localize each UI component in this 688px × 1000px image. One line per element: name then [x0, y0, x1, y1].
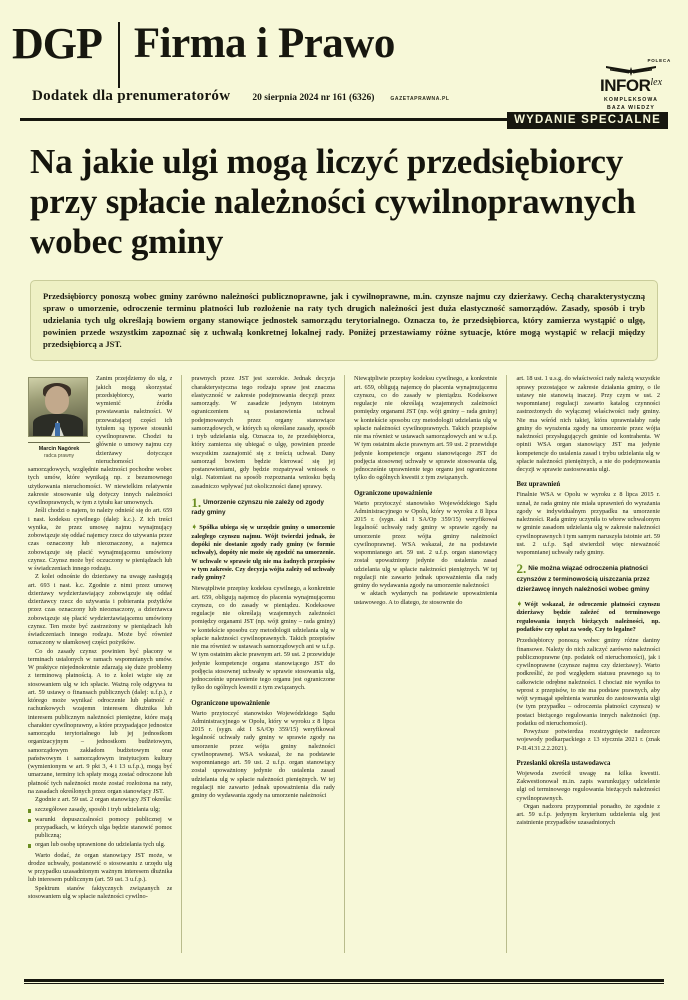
- paragraph: Finalnie WSA w Opolu w wyroku z 8 lipca 2015 r. uznał, że rada gminy nie miała uprawnień do wyrażania zgody w indywidualnym przypadku na umorzenie należności. Rada gminy uczyniła to wbrew uchwalonym w gminie zasadom udzielania ulg w zakresie należności cywilnoprawnych i tym samym naruszyła istotnie art. 59 ust. 2 u.f.p. Sąd stwierdził więc nieważność wspomnianej uchwały rady gminy.: [516, 491, 661, 557]
- section-title: Nie można wiązać odroczenia płatności czynszów z terminowością uiszczania przez dzierżawcę innych należności wobec gminy: [516, 565, 650, 593]
- masthead-rule: [20, 114, 668, 128]
- infor-wordmark: $INFOR^{lex}$: [599, 76, 663, 96]
- infor-bird-icon: [588, 64, 674, 77]
- column-1: [28, 375, 172, 953]
- paragraph: Jeśli chodzi o najem, to należy odnieść się do art. 659 i nast. kodeksu cywilnego (dalej: k.c.). Z ich treści wynika, że przez umowę najmu wynajmujący zobowiązuje się oddać najemcy rzecz do używania przez czas oznaczony lub nieoznaczony, a najemca zobowiązuje się płacić wynajmującemu umówiony czynsz. Czynsz może być oczuczony w pieniądzach lub w świadczeniach innego rodzaju.: [28, 507, 173, 573]
- masthead: [12, 0, 676, 116]
- paragraph: Warto przytoczyć stanowisko Wojewódzkiego Sądu Administracyjnego w Opolu, który w wyroku z 8 lipca 2015 r. (sygn. akt I SA/Op 359/15) weryfikował legalność uchwały rady gminy w sprawie zgody na umorzenie przez wójta gminy należności cywilnoprawnej. WSA wskazał, że na podstawie wspomnianego art. 59 ust. 2 u.f.p. organ stanowiący został upoważniony jedynie do ustalenia zasad udzielania ulg w spłacie należności pieniężnych. W tej regulacji nie zawarto jednak upoważnienia dla rady gminy do wydawania zgody na umorzenie należności: [191, 709, 335, 800]
- arrow-bullet-icon: ➧: [516, 600, 523, 609]
- infor-tagline-2: BAZA WIEDZY: [607, 105, 655, 112]
- question-block: [191, 523, 335, 582]
- avatar: [28, 377, 88, 437]
- footer-rule-thin: [24, 983, 664, 984]
- paragraph: Warto przytoczyć stanowisko Wojewódzkiego Sądu Administracyjnego w Opolu, który w wyroku z 8 lipca 2015 r. (sygn. akt I SA/Op 359/15) weryfikował legalność uchwały rady gminy w sprawie zgody na umorzenie przez wójta gminy należności cywilnoprawnej. WSA wskazał, że na podstawie wspomnianego art. 59 ust. 2 u.f.p. organ stanowiący został upoważniony jedynie do ustalenia zasad udzielania ulg w spłacie należności pieniężnych. W tej regulacji nie zawarto jednak upoważnienia dla rady gminy do wydawania zgody na umorzenie należności: [353, 499, 498, 590]
- arrow-bullet-icon: ➧: [191, 523, 198, 532]
- column-4: [506, 375, 660, 953]
- paragraph: art. 18 ust. 1 u.s.g. do właściwości rady należą wszystkie sprawy pozostające w zakresie działania gminy, o ile ustawy nie stanowią inaczej. Przy czym w ust. 2 wspomnianej regulacji zawarto katalog czynności zastrzeżonych do wyłącznej właściwości rady gminy. Nie ma wśród nich takiej, która uprawniałaby radę gminy do wyrażenia zgody na umorzenie przez wójta należności przysługujących gminie od kontrahenta. W opinii WSA organ stanowiący JST ma jedynie kompetencje do ustalenia zasad i trybu udzielania ulg w spłacie należności pieniężnych, a nie do podejmowania decyzji w sprawie zastosowania ulgi.: [516, 375, 661, 474]
- column-2: [181, 375, 335, 953]
- paragraph: Niewątpliwie przepisy kodeksu cywilnego, a konkretnie art. 659, obligują najemcę do płacenia wynajmującemu czynszu, co do zasady w pieniądzu. Kodeksowe regulacje nie określają wzajemnych zależności pomiędzy organami JST (np. wójt gminy – rada gminy) w kontekście sposobu czy metodologii udzielania ulg w spłacie należności cywilnoprawnych. Takich przepisów nie ma również w ustawach samorządowych ani w u.f.p. W tym ostatnim akcie prawnym art. 59 ust. 2 przewiduje jedynie kompetencje organu stanowiącego JST do podjęcia stosownej uchwały w sprawie stosowania ulg, jednocześnie uprawnienie tego organu jest ograniczone tylko do ogólnych kwestii z tym związanych.: [191, 585, 335, 692]
- paragraph: prawnych przez JST jest szerokie. Jednak decyzja charakterystyczna tego rodzaju spraw jest znaczna elastyczność w zakresie podejmowania decyzji przez samorządy. W zasadzie jedynym istotnym ograniczeniem są postanowienia uchwał podejmowanych przez organy stanowiące samorządowych, w których są określane zasady, sposób i tryb udzielania ulg. Oznacza to, że przedsiębiorca, który zamierza się ubiegać o ulgę, powinien przede wszystkim zaznajomić się z treścią uchwał. Dany samorząd bowiem będzie kierować się jej postanowieniami, gdy będzie rozpatrywał wniosek o ulgi. Natomiast na sposób rozpoznania wniosku będą zasadniczo wpływać już okoliczności danej sprawy.: [191, 375, 335, 490]
- subheading: Bez uprawnień: [516, 481, 561, 489]
- column-3: [344, 375, 498, 953]
- subheading: Ograniczone upoważnienie: [191, 699, 270, 707]
- infor-lex-suffix: lex: [650, 77, 663, 88]
- paragraph: Niewątpliwie przepisy kodeksu cywilnego, a konkretnie art. 659, obligują najemcę do płacenia wynajmującemu czynszu, co do zasady w pieniądzu. Kodeksowe regulacje nie określają wzajemnych zależności pomiędzy organami JST (np. wójt gminy – rada gminy) w kontekście sposobu czy metodologii udzielania ulg w spłacie należności cywilnoprawnych. Takich przepisów nie ma również w ustawach samorządowych ani w u.f.p. W tym ostatnim akcie prawnym art. 59 ust. 2 przewiduje jedynie kompetencje organu stanowiącego JST do podjęcia stosownej uchwały w sprawie stosowania ulg, jednocześnie uprawnienie tego organu jest ograniczone tylko do ogólnych kwestii z tym związanych.: [353, 375, 498, 482]
- paragraph: Zgodnie z art. 59 ust. 2 organ stanowiący JST określa:: [35, 796, 172, 804]
- footer-rule: [24, 979, 664, 984]
- paragraph: Warto dodać, że organ stanowiący JST może, w drodze uchwały, postanowić o stosowaniu z urzędu ulg w przypadku uzasadnionym ważnym interesem dłużnika lub interesem publicznym (art. 59 ust. 3 u.f.p.).: [28, 851, 173, 884]
- section-title: Umorzenie czynszu nie zależy od zgody rady gminy: [191, 498, 324, 517]
- issue-line: 20 sierpnia 2024 nr 161 (6326): [252, 93, 375, 103]
- bullet-list: [28, 806, 172, 849]
- supplement-label: Dodatek dla prenumeratorów: [32, 88, 231, 104]
- section-number: 2.: [516, 561, 527, 577]
- article-columns: [28, 375, 660, 953]
- logo-divider: [118, 22, 120, 88]
- author-role: radca prawny: [43, 453, 74, 460]
- paragraph: Co do zasady czynsz powinien być płacony w terminach ustalonych w ramach wspomnianych umów. W praktyce niejednokrotnie zdarzają się duże problemy z terminową płatnością. A to z kolei wiąże się ze stosowaniem ulg w ich spłacie. Ważną rolę odgrywa tu art. 59 ustawy o finansach publicznych (dalej: u.f.p.), z którego może wynikać odroczenie lub płatność z rachunkowych wzajemn interesem dłużnika lub interesem publicznym należności pieniężne, które mają charakter cywilnoprawny, a które przypadające jednostce samorządu terytorialnego lub jej jednostkom organizacyjnym – jednostkom budżetowym, samorządowym zakładom budżetowym oraz państwowym i samorządowym instytucjom kultury (wymienionym w art. 9 pkt 3, 4 i 13 u.f.p.), mogą być umarzane, terminy ich spłaty mogą zostać odroczone lub płatność tych należności może zostać rozłożona na raty, na zasadach określonych przez organ stanowiący JST.: [28, 647, 173, 795]
- logo-row: [12, 19, 676, 88]
- masthead-subline: [32, 88, 450, 105]
- question-text: Spółka ubiega się w urzędzie gminy o umorzenie zaległego czynszu najmu. Wójt twierdzi jednak, że dopóki nie dostanie zgody rady gminy (w formie uchwały), dopóty nie może się zgodzić na umorzenie. W uchwale w sprawie ulg nie ma żadnych przepisów w tym zakresie. Czy decyzja wójta zależy od uchwały rady gminy?: [191, 524, 335, 582]
- footer-rule-thick: [24, 979, 664, 982]
- section-heading-2: [516, 561, 660, 596]
- author-block: [28, 377, 90, 460]
- paragraph: Powyższe potwierdza rozstrzygnięcie nadzorcze wojewody podkarpackiego z 13 stycznia 2021 r. (znak P-II.4131.2.2.2021).: [516, 728, 661, 752]
- lead-paragraph: Przedsiębiorcy ponoszą wobec gminy zarówno należności publicznoprawne, jak i cywilnoprawne, m.in. czynsze najmu czy dzierżawy. Cechą charakterystyczną spraw o umorzenie, odroczenie terminu płatności lub rozłożenie na raty tych drugich należności jest duża elastyczność samorządów. Zasady, sposób i tryb udzielania tych ulg określają bowiem organy stanowiące jednostek samorządu terytorialnego. Oznacza to, że przedsiębiorca, który zamierza wystąpić o ulgę, powinien przede wszystkim zapoznać się z uchwałą konkretnej lokalnej rady. Poniżej przestawiamy różne sytuacje, które mogą wystąpić w relacji między przedsiębiorcą a JST.: [30, 280, 658, 361]
- paragraph: Zanim przejdziemy do ulg, z jakich mogą skorzystać przedsiębiorcy, warto wymienić źródła powstawania należności. W przeważającej części ich tytułem są typowe stosunki cywilnoprawne. Chodzi tu głównie o umowy najmu czy dzierżawy dotyczące nieruchomości samorządowych, względnie należności pochodne wobec tych umów, które wynikają np. z bezumownego użytkowania nieruchomości. W niewielkim relatywnie zakresie stosowanie ulg dotyczy innych należności cywilnoprawnych, w tym z tytułu kar umownych.: [28, 375, 173, 507]
- site-tag[interactable]: GAZETAPRAWNA.PL: [390, 96, 450, 102]
- dgp-logo[interactable]: DGP: [12, 19, 102, 68]
- list-item: organ lub osobę uprawnione do udzielania tych ulg.: [28, 841, 172, 849]
- paragraph: w aktach wydanych na podstawie upoważnienia ustawowego. A to dlatego, że stosownie do: [353, 590, 498, 606]
- infor-tagline-1: KOMPLEKSOWA: [604, 97, 658, 104]
- section-number: 1.: [191, 494, 202, 510]
- paragraph: Organ nadzoru przypomniał ponadto, że zgodnie z art. 59 u.f.p. jedynym kryterium udzielenia ulg jest zaistnienie przypadków uzasadnionych: [516, 802, 661, 827]
- paragraph: Spektrum stanów faktycznych związanych ze stosowaniem ulg w spłacie należności cywilno-: [28, 884, 173, 900]
- section-heading-1: [191, 494, 335, 519]
- poleca-label: POLECA: [647, 58, 671, 63]
- list-item: szczegółowe zasady, sposób i tryb udzielania ulg;: [28, 806, 172, 814]
- paragraph: Z kolei odnośnie do dzierżawy na uwagę zasługują art. 693 i nast. k.c. Zgodnie z nimi przez umowę dzierżawy wydzierżawiający zobowiązuje się oddać dzierżawcy rzecz do używania i pobierania pożytków przez czas oznaczony lub nieoznaczony, a dzierżawca zobowiązuje się płacić wydzierżawiającemu umówiony czynsz. Ten może być zastrzeżony w pieniądzach lub świadczeniach innego rodzaju. Może być również oznaczony w ułamkowej części pożytków.: [28, 573, 173, 647]
- infor-logo-block[interactable]: [588, 58, 674, 112]
- paragraph: Wojewoda zwrócił uwagę na kilka kwestii. Zakwestionował m.in. zapis warunkujący udzielenie ulgi od terminowego regulowania bieżących należności cywilnoprawnych.: [516, 769, 661, 802]
- list-item: warunki dopuszczalności pomocy publicznej w przypadkach, w których ulga będzie stanowić pomoc publiczną;: [28, 816, 172, 841]
- question-block: [516, 600, 660, 634]
- section-title-logo: Firma i Prawo: [133, 20, 395, 67]
- author-divider: [28, 442, 90, 443]
- author-name: Marcin Nagórek: [38, 446, 80, 453]
- subheading: Przesłanki określa ustawodawca: [516, 759, 611, 767]
- subheading: Ograniczone upoważnienie: [353, 489, 433, 497]
- question-text: Wójt wskazał, że odroczenie płatności czynszu dzierżawy będzie zależeć od terminowego regulowania innych bieżących należności, np. podatków czy opłat za wodę. Czy to legalne?: [516, 601, 661, 633]
- special-edition-badge: WYDANIE SPECJALNE: [507, 112, 668, 129]
- page-title: Na jakie ulgi mogą liczyć przedsiębiorcy przy spłacie należności cywilnoprawnych wobec gminy: [30, 142, 636, 261]
- paragraph: Przedsiębiorcy ponoszą wobec gminy różne daniny finansowe. Należy do nich zaliczyć zarówno należności publicznoprawne (np. podatek od nieruchomości), jak i cywilnoprawne (czynsze najmu czy dzierżawy). Warto podkreślić, że pod względem statusu prawnego są to całkowicie odrębne należności. I chociaż nie wynika to wprost z przepisów, to nie ma podstaw prawnych, aby wójt wymagał spełnienia warunku do zastosowania ulgi (w tym przypadku – odroczenia płatności czynszu) w postaci bieżącego regulowania innych należności (np. podatku od nieruchomości).: [516, 637, 661, 727]
